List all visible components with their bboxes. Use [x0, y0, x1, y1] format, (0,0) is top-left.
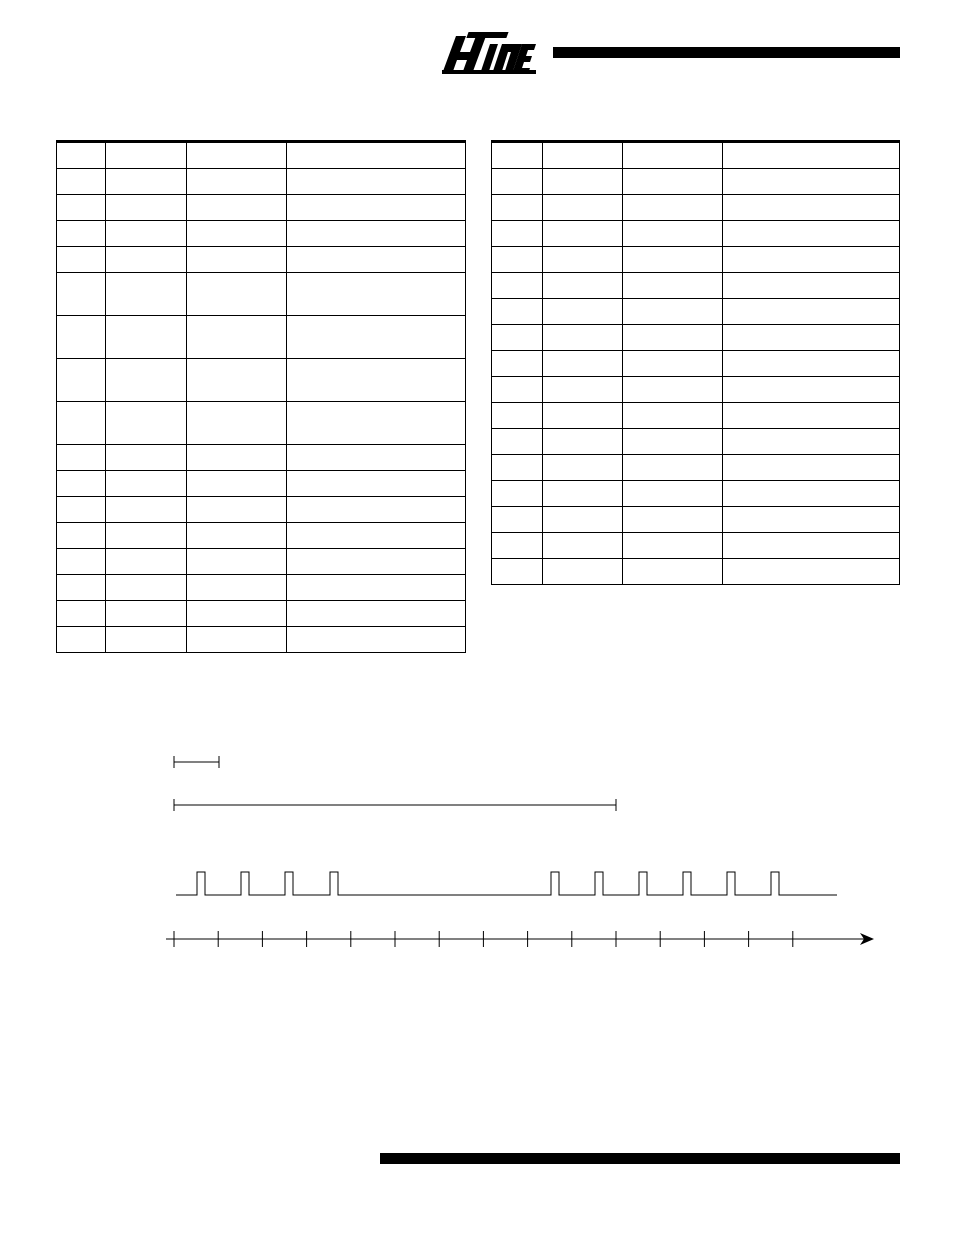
footer-rule: [380, 1153, 900, 1164]
pulse-waveform: [176, 872, 837, 895]
short-interval-marker: [174, 756, 219, 768]
long-interval-marker: [174, 799, 616, 811]
